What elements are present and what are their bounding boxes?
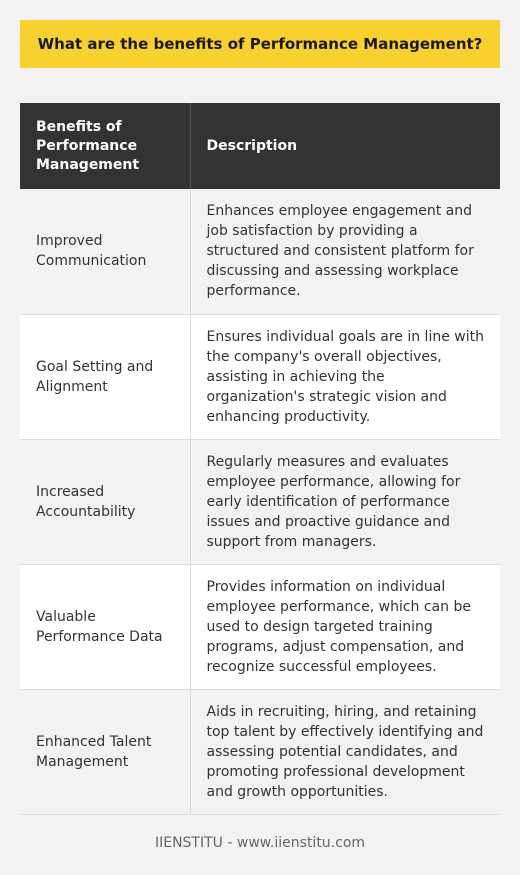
table-row — [20, 564, 500, 689]
description-cell: Enhances employee engagement and job satisfaction by providing a structured and consistent platform for discussing and assessing workplace performance. — [190, 189, 500, 314]
table-row — [20, 189, 500, 314]
description-cell: Aids in recruiting, hiring, and retaining top talent by effectively identifying and assessing potential candidates, and promoting professional development and growth opportunities. — [190, 689, 500, 814]
benefit-cell: Goal Setting and Alignment — [20, 314, 190, 439]
header-benefits: Benefits of Performance Management — [20, 103, 190, 189]
benefit-cell: Enhanced Talent Management — [20, 689, 190, 814]
benefits-table — [20, 103, 500, 815]
table-row — [20, 689, 500, 814]
table-header-row — [20, 103, 500, 189]
benefit-cell: Improved Communication — [20, 189, 190, 314]
page-title: What are the benefits of Performance Management? — [37, 35, 483, 53]
description-cell: Provides information on individual employee performance, which can be used to design targeted training programs, adjust compensation, and recognize successful employees. — [190, 564, 500, 689]
table-row — [20, 439, 500, 564]
table-row — [20, 314, 500, 439]
title-banner — [20, 20, 500, 68]
benefit-cell: Increased Accountability — [20, 439, 190, 564]
description-cell: Regularly measures and evaluates employee performance, allowing for early identification of performance issues and proactive guidance and support from managers. — [190, 439, 500, 564]
description-cell: Ensures individual goals are in line with the company's overall objectives, assisting in achieving the organization's strategic vision and enhancing productivity. — [190, 314, 500, 439]
header-description: Description — [190, 103, 500, 189]
footer-credit: IIENSTITU - www.iienstitu.com — [154, 835, 366, 851]
benefit-cell: Valuable Performance Data — [20, 564, 190, 689]
